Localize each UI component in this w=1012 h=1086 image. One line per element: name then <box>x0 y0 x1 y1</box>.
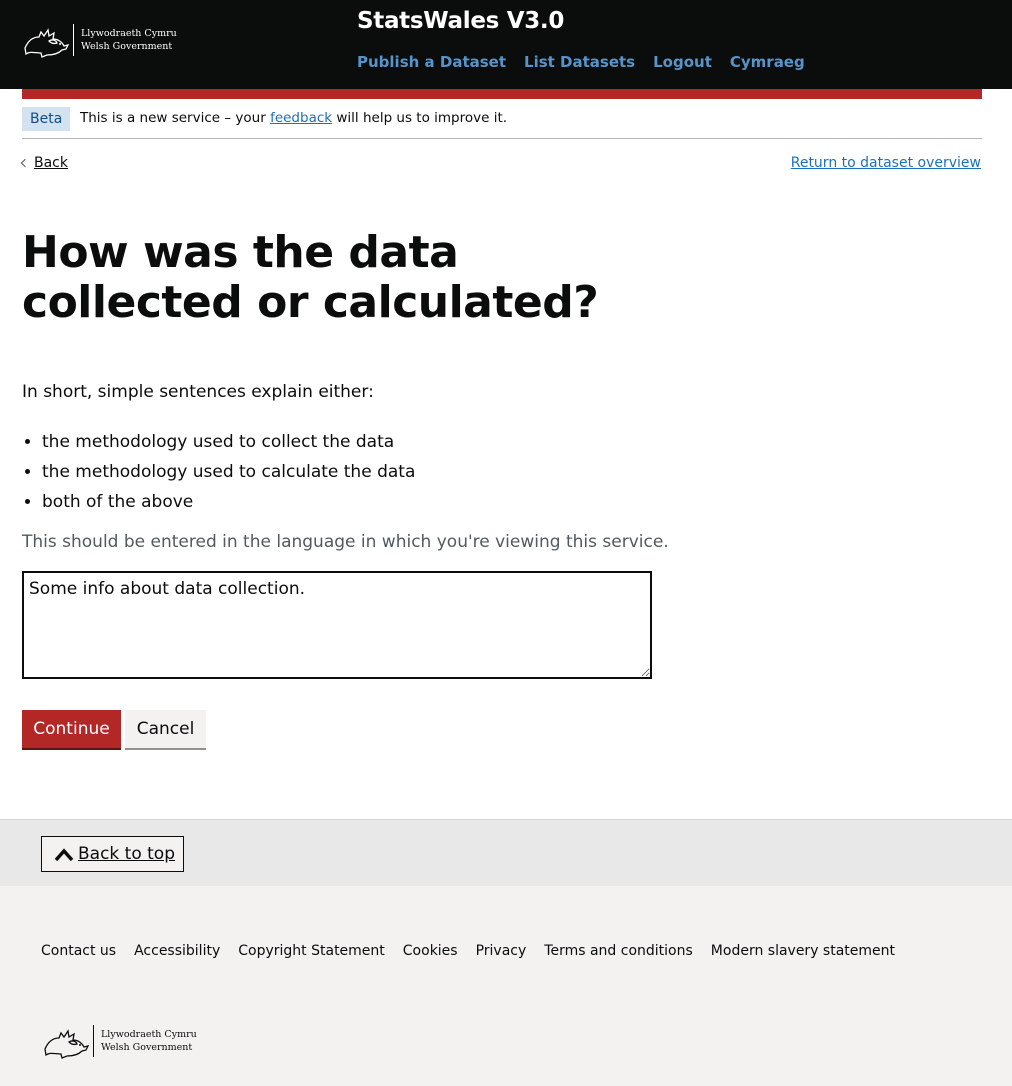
arrow-up-icon <box>54 848 74 862</box>
header-nav <box>357 53 805 71</box>
site-header <box>0 0 1012 89</box>
dragon-icon <box>22 24 70 58</box>
header-accent-bar <box>22 89 982 99</box>
back-to-top-strip <box>0 819 1012 886</box>
phase-banner <box>22 107 982 139</box>
nav-list-datasets[interactable]: List Datasets <box>524 53 636 71</box>
page-title: How was the data collected or calculated? <box>22 227 599 328</box>
welsh-government-logo[interactable] <box>22 24 177 58</box>
chevron-left-icon <box>21 159 29 167</box>
footer-link-copyright[interactable]: Copyright Statement <box>238 943 385 959</box>
footer-welsh-government-logo <box>42 1025 197 1059</box>
return-to-overview-link[interactable]: Return to dataset overview <box>790 155 981 171</box>
cancel-button[interactable]: Cancel <box>125 710 206 748</box>
language-hint: This should be entered in the language in which you're viewing this service. <box>22 532 669 552</box>
logo-text: Llywodraeth Cymru Welsh Government <box>81 28 177 52</box>
continue-button[interactable]: Continue <box>22 710 121 748</box>
logo-text: Llywodraeth Cymru Welsh Government <box>101 1029 197 1053</box>
phase-banner-message: This is a new service – your feedback will help us to improve it. <box>80 110 508 126</box>
methodology-list <box>42 427 415 517</box>
back-link[interactable]: Back <box>22 155 68 171</box>
list-item: • the methodology used to collect the data <box>42 427 415 457</box>
site-footer <box>0 819 1012 1086</box>
beta-tag: Beta <box>22 107 70 131</box>
list-item: • both of the above <box>42 487 415 517</box>
nav-publish-dataset[interactable]: Publish a Dataset <box>357 53 507 71</box>
footer-link-privacy[interactable]: Privacy <box>475 943 527 959</box>
logo-divider <box>73 24 74 56</box>
logo-divider <box>93 1025 94 1057</box>
list-item: • the methodology used to calculate the data <box>42 457 415 487</box>
footer-link-modern-slavery[interactable]: Modern slavery statement <box>710 943 896 959</box>
nav-logout[interactable]: Logout <box>653 53 712 71</box>
dragon-icon <box>42 1025 90 1059</box>
footer-link-cookies[interactable]: Cookies <box>402 943 458 959</box>
back-to-top-button[interactable]: Back to top <box>41 836 184 872</box>
footer-link-terms[interactable]: Terms and conditions <box>544 943 693 959</box>
feedback-link[interactable]: feedback <box>270 110 333 126</box>
service-name[interactable]: StatsWales V3.0 <box>357 8 565 34</box>
footer-link-contact[interactable]: Contact us <box>41 943 117 959</box>
footer-link-accessibility[interactable]: Accessibility <box>134 943 221 959</box>
footer-links <box>41 943 895 959</box>
intro-text: In short, simple sentences explain either: <box>22 382 374 402</box>
nav-language-toggle[interactable]: Cymraeg <box>729 53 805 71</box>
collection-textarea[interactable] <box>22 571 652 679</box>
